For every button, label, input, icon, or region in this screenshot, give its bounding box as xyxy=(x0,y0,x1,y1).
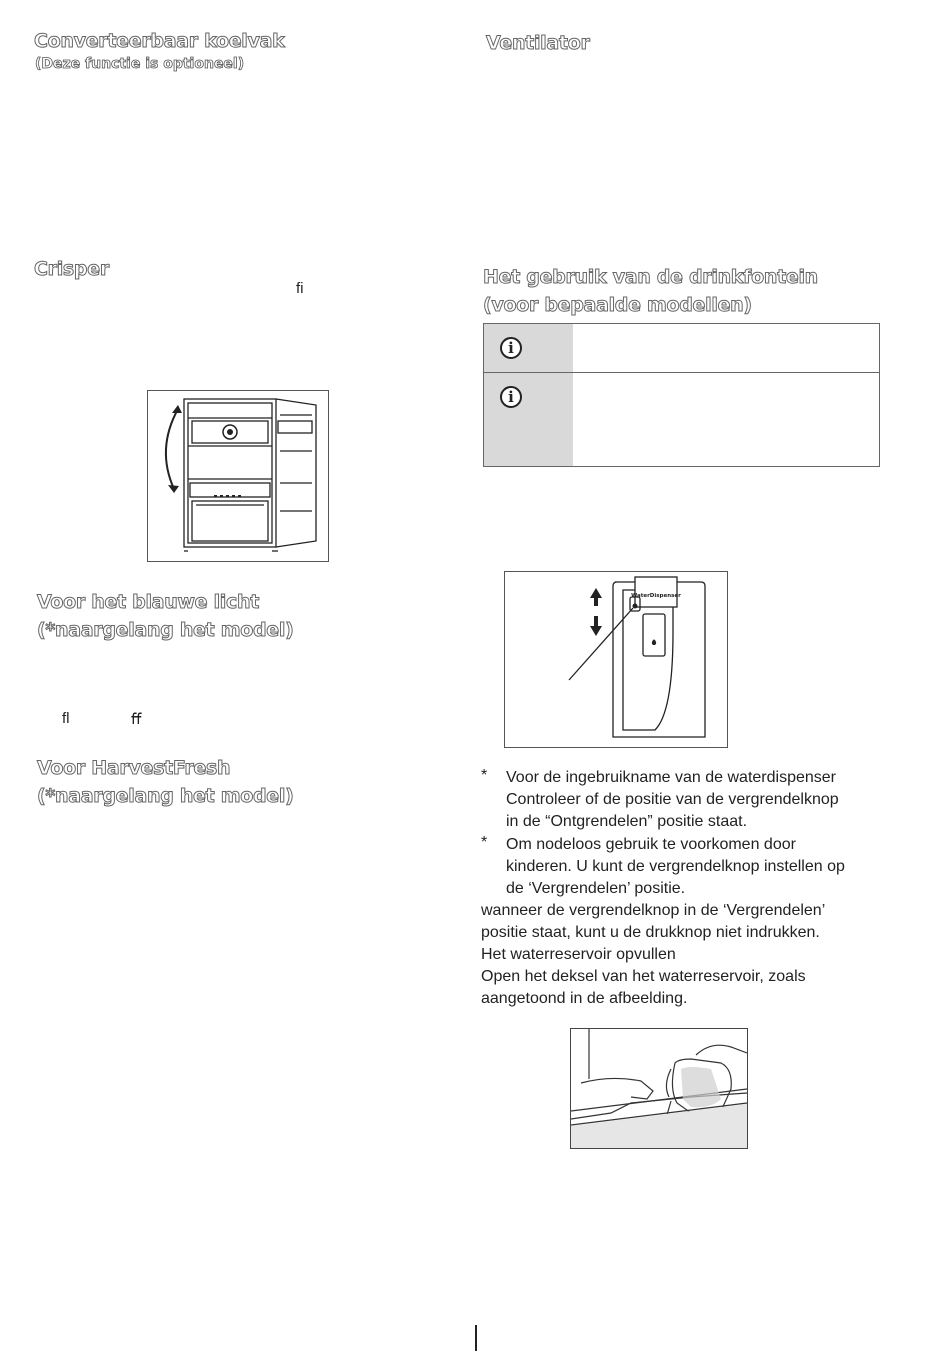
info-row-1 xyxy=(484,324,879,373)
bullet-2-line-1: Om nodeloos gebruik te voorkomen door xyxy=(506,836,796,853)
water-drop-icon xyxy=(652,640,656,646)
info-icon: i xyxy=(500,386,522,408)
arrow-down-icon xyxy=(168,485,179,493)
subheading-optional: (Deze functie is optioneel) xyxy=(35,56,245,72)
heading-harvestfresh: Voor HarvestFresh xyxy=(37,757,231,779)
heading-convertible-compartment: Converteerbaar koelvak xyxy=(34,30,285,52)
info-notes-table xyxy=(483,323,880,467)
dispenser-illustration xyxy=(504,571,728,748)
ligature-glyph-fl: ﬂ xyxy=(62,710,70,727)
ligature-glyph-ff: ﬀ xyxy=(131,711,142,728)
dispenser-drawing xyxy=(505,572,727,747)
heading-dispenser-model: (voor bepaalde modellen) xyxy=(483,294,752,316)
paragraph-line-3: Het waterreservoir opvullen xyxy=(481,946,676,963)
arrow-down-icon xyxy=(590,626,602,636)
bullet-marker: * xyxy=(481,767,488,784)
heading-crisper: Crisper xyxy=(34,258,109,280)
bullet-1-line-2: Controleer of de positie van de vergrendelknop xyxy=(506,791,839,808)
arrow-up-icon xyxy=(590,588,602,598)
heading-dispenser: Het gebruik van de drinkfontein xyxy=(483,266,818,288)
heading-ventilator: Ventilator xyxy=(486,32,590,54)
page-divider-mark xyxy=(475,1325,477,1351)
dispenser-label: WaterDispenser xyxy=(631,593,681,599)
paragraph-line-1: wanneer de vergrendelknop in de ‘Vergrendelen’ xyxy=(481,902,826,919)
crisper-illustration xyxy=(147,390,329,562)
fridge-drawing xyxy=(148,391,328,561)
bullet-1-line-1: Voor de ingebruikname van de waterdispenser xyxy=(506,769,836,786)
reservoir-illustration xyxy=(570,1028,748,1149)
paragraph-line-2: positie staat, kunt u de drukknop niet indrukken. xyxy=(481,924,820,941)
bullet-2-line-3: de ‘Vergrendelen’ positie. xyxy=(506,880,686,897)
bullet-marker: * xyxy=(481,834,488,851)
paragraph-line-4: Open het deksel van het waterreservoir, zoals xyxy=(481,968,806,985)
reservoir-drawing xyxy=(571,1029,747,1148)
heading-harvestfresh-model: (*naargelang het model) xyxy=(37,785,294,807)
info-icon: i xyxy=(500,337,522,359)
bullet-1-line-3: in de “Ontgrendelen” positie staat. xyxy=(506,813,748,830)
bullet-2-line-2: kinderen. U kunt de vergrendelknop instellen op xyxy=(506,858,845,875)
arrow-up-icon xyxy=(172,405,182,413)
heading-blue-light-model: (*naargelang het model) xyxy=(37,619,294,641)
info-row-2 xyxy=(484,373,879,466)
paragraph-line-5: aangetoond in de afbeelding. xyxy=(481,990,688,1007)
heading-blue-light: Voor het blauwe licht xyxy=(37,591,259,613)
ligature-glyph: ﬁ xyxy=(296,280,304,297)
